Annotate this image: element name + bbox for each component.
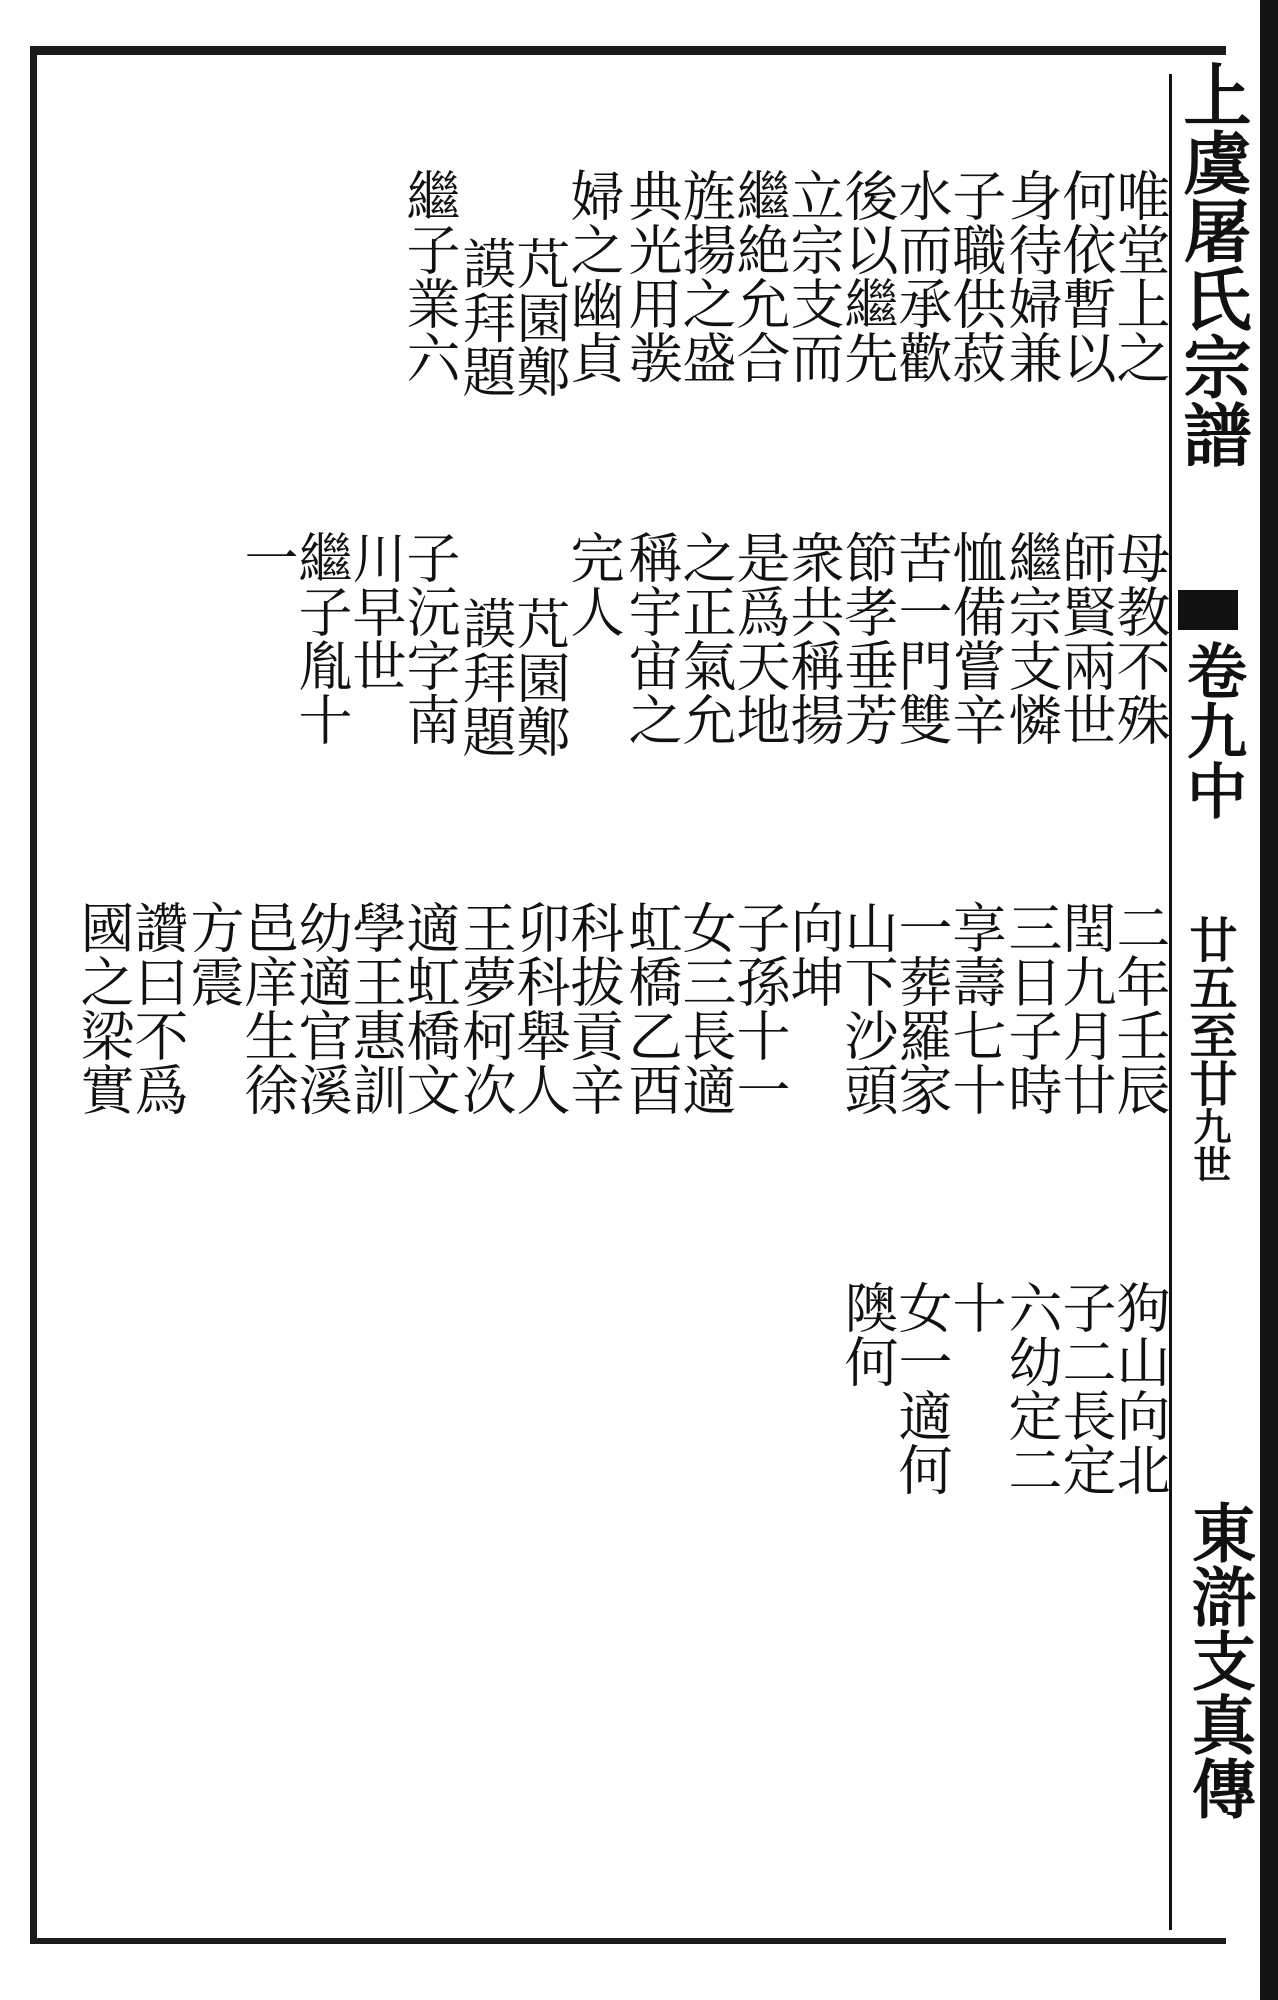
text-column: 立宗支而 xyxy=(782,168,845,384)
text-column: 享壽七十 xyxy=(944,900,1007,1116)
text-column: 典光用彂 xyxy=(620,168,683,384)
text-column: 國之梁實 xyxy=(72,900,135,1116)
text-column: 衆共稱揚 xyxy=(782,530,845,746)
text-column: 閏九月廿 xyxy=(1054,900,1117,1116)
text-column: 子職供菽 xyxy=(944,168,1007,384)
text-column: 隩何 xyxy=(836,1280,899,1388)
text-column: 王夢柯次 xyxy=(454,900,517,1116)
text-column: 山下沙頭 xyxy=(836,900,899,1116)
signature-column: 謨拜題 xyxy=(454,596,517,758)
signature-column: 芃園鄭 xyxy=(508,596,571,758)
text-column: 母教不殊 xyxy=(1108,530,1171,746)
text-column: 是爲天地 xyxy=(728,530,791,746)
text-column: 繼子業六 xyxy=(398,168,461,384)
volume-fish-tail-mark xyxy=(1178,590,1238,630)
text-column: 繼宗支憐 xyxy=(1000,530,1063,746)
text-column: 向坤 xyxy=(782,900,845,1008)
text-column: 唯堂上之 xyxy=(1108,168,1171,384)
text-column: 三日子時 xyxy=(1000,900,1063,1116)
text-column: 子二長定 xyxy=(1054,1280,1117,1496)
text-column: 學王惠訓 xyxy=(344,900,407,1116)
text-column: 十 xyxy=(944,1280,1007,1334)
text-column: 幼適官溪 xyxy=(290,900,353,1116)
text-column: 苦一門雙 xyxy=(890,530,953,746)
text-column: 一 xyxy=(236,530,299,584)
text-column: 適虹橋文 xyxy=(398,900,461,1116)
text-column: 方震 xyxy=(182,900,245,1008)
text-column: 旌揚之盛 xyxy=(674,168,737,384)
signature-column: 謨拜題 xyxy=(454,236,517,398)
text-column: 何依暫以 xyxy=(1054,168,1117,384)
text-column: 川早世 xyxy=(344,530,407,692)
frame-border-bottom xyxy=(36,1938,1226,1944)
frame-border-top xyxy=(36,46,1226,55)
text-column: 婦之幽貞 xyxy=(562,168,625,384)
generation-range-suffix: 九世 xyxy=(1187,1107,1232,1183)
text-column: 子孫十一 xyxy=(728,900,791,1116)
text-column: 女三長適 xyxy=(674,900,737,1116)
text-column: 身待婦兼 xyxy=(1000,168,1063,384)
text-column: 子沅字南 xyxy=(398,530,461,746)
frame-border-left xyxy=(30,46,37,1944)
text-column: 邑庠生徐 xyxy=(236,900,299,1116)
text-column: 師賢兩世 xyxy=(1054,530,1117,746)
book-spine-edge xyxy=(1260,0,1278,2000)
generation-range-main: 廿五至廿 xyxy=(1181,915,1237,1107)
text-column: 後以繼先 xyxy=(836,168,899,384)
text-column: 完人 xyxy=(562,530,625,638)
text-column: 節孝垂芳 xyxy=(836,530,899,746)
book-title: 上虞屠氏宗譜 xyxy=(1172,60,1252,468)
text-column: 科拔貢辛 xyxy=(562,900,625,1116)
text-column: 繼子胤十 xyxy=(290,530,353,746)
text-column: 水而承歡 xyxy=(890,168,953,384)
text-column: 二年壬辰 xyxy=(1108,900,1171,1116)
signature-column: 芃園鄭 xyxy=(508,236,571,398)
text-column: 恤備嘗辛 xyxy=(944,530,1007,746)
text-column: 稱宇宙之 xyxy=(620,530,683,746)
text-column: 狗山向北 xyxy=(1108,1280,1171,1496)
text-column: 繼絶允合 xyxy=(728,168,791,384)
text-column: 卯科舉人 xyxy=(508,900,571,1116)
text-column: 一葬羅家 xyxy=(890,900,953,1116)
volume-label: 卷九中 xyxy=(1177,640,1247,820)
text-column: 虹橋乙酉 xyxy=(620,900,683,1116)
text-column: 之正氣允 xyxy=(674,530,737,746)
text-column: 讚曰不爲 xyxy=(126,900,189,1116)
text-column: 女一適何 xyxy=(890,1280,953,1496)
text-column: 六幼定二 xyxy=(1000,1280,1063,1496)
generation-range xyxy=(1181,915,1237,1183)
branch-subtitle: 東滸支真傳 xyxy=(1181,1500,1256,1820)
